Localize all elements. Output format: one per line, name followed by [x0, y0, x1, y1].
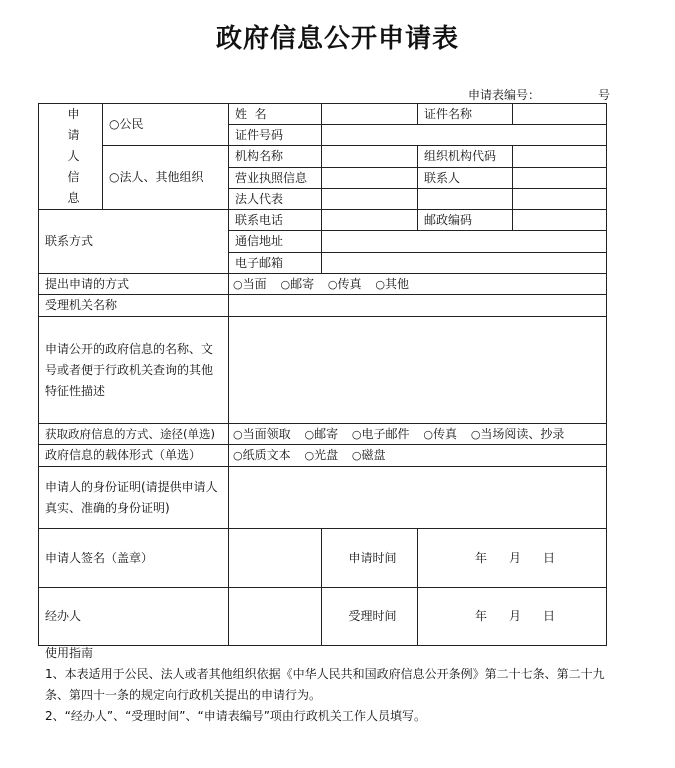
- email-field[interactable]: [322, 253, 607, 274]
- radio-post[interactable]: ○邮寄: [304, 426, 339, 441]
- cert-number-label: 证件号码: [229, 125, 322, 146]
- radio-paper[interactable]: ○纸质文本: [233, 448, 291, 462]
- legal-rep-empty-2: [513, 189, 607, 210]
- contact-person-field[interactable]: [513, 168, 607, 189]
- phone-field[interactable]: [322, 210, 418, 231]
- cert-name-field[interactable]: [513, 104, 607, 125]
- radio-other[interactable]: ○其他: [375, 276, 409, 291]
- submit-method-label: 提出申请的方式: [39, 274, 229, 295]
- radio-email[interactable]: ○电子邮件: [351, 426, 410, 441]
- carrier-label: 政府信息的载体形式（单选）: [39, 445, 229, 467]
- license-field[interactable]: [322, 168, 418, 189]
- radio-cd[interactable]: ○光盘: [304, 448, 339, 462]
- org-code-label: 组织机构代码: [418, 146, 513, 168]
- radio-fax[interactable]: ○传真: [327, 276, 362, 291]
- guide-title: 使用指南: [45, 646, 94, 660]
- apply-date-field[interactable]: 年 月 日: [418, 529, 607, 588]
- agency-label: 受理机关名称: [39, 295, 229, 317]
- org-name-field[interactable]: [322, 146, 418, 168]
- form-number: [468, 86, 611, 103]
- accept-date-field[interactable]: 年 月 日: [418, 588, 607, 646]
- submit-method-options: [229, 274, 607, 295]
- id-proof-field[interactable]: [229, 467, 607, 529]
- radio-pickup[interactable]: ○当面领取: [233, 426, 291, 441]
- org-name-label: 机构名称: [229, 146, 322, 168]
- contact-label: 联系方式: [39, 210, 229, 274]
- cert-number-field[interactable]: [322, 125, 607, 146]
- signature-field[interactable]: [229, 529, 322, 588]
- guide-item-1: 1、本表适用于公民、法人或者其他组织依据《中华人民共和国政府信息公开条例》第二十七条、第二十九条、第四十一条的规定向行政机关提出的申请行为。: [45, 667, 605, 702]
- legal-rep-field[interactable]: [322, 189, 418, 210]
- accept-time-label: 受理时间: [322, 588, 418, 646]
- agency-field[interactable]: [229, 295, 607, 317]
- form-number-suffix: 号: [598, 88, 611, 102]
- radio-in-person[interactable]: ○当面: [233, 276, 267, 291]
- postcode-label: 邮政编码: [418, 210, 513, 231]
- legal-rep-label: 法人代表: [229, 189, 322, 210]
- radio-citizen[interactable]: ○公民: [103, 104, 229, 146]
- radio-organization[interactable]: ○法人、其他组织: [103, 146, 229, 210]
- apply-time-label: 申请时间: [322, 529, 418, 588]
- license-label: 营业执照信息: [229, 168, 322, 189]
- radio-fax-acquire[interactable]: ○传真: [423, 426, 457, 441]
- name-label: 姓 名: [229, 104, 322, 125]
- signature-label: 申请人签名（盖章）: [39, 529, 229, 588]
- phone-label: 联系电话: [229, 210, 322, 231]
- radio-mail[interactable]: ○邮寄: [280, 276, 315, 291]
- address-field[interactable]: [322, 231, 607, 253]
- legal-rep-empty: [418, 189, 513, 210]
- applicant-info-label: 申 请 人 信 息: [39, 104, 103, 210]
- radio-disk[interactable]: ○磁盘: [351, 448, 386, 462]
- cert-name-label: 证件名称: [418, 104, 513, 125]
- page-title: 政府信息公开申请表: [215, 24, 459, 54]
- id-proof-label: 申请人的身份证明(请提供申请人真实、准确的身份证明): [39, 467, 229, 529]
- handler-label: 经办人: [39, 588, 229, 646]
- application-table: [38, 103, 607, 646]
- description-field[interactable]: [229, 317, 607, 424]
- usage-guide: [45, 643, 625, 727]
- acquire-method-options: [229, 424, 607, 445]
- radio-read-onsite[interactable]: ○当场阅读、抄录: [470, 426, 565, 441]
- contact-person-label: 联系人: [418, 168, 513, 189]
- description-label: 申请公开的政府信息的名称、文号或者便于行政机关查询的其他特征性描述: [39, 317, 229, 424]
- address-label: 通信地址: [229, 231, 322, 253]
- name-field[interactable]: [322, 104, 418, 125]
- carrier-options: [229, 445, 607, 467]
- handler-field[interactable]: [229, 588, 322, 646]
- postcode-field[interactable]: [513, 210, 607, 231]
- guide-item-2: 2、“经办人”、“受理时间”、“申请表编号”项由行政机关工作人员填写。: [45, 709, 426, 723]
- org-code-field[interactable]: [513, 146, 607, 168]
- email-label: 电子邮箱: [229, 253, 322, 274]
- acquire-method-label: 获取政府信息的方式、途径(单选): [39, 424, 229, 445]
- form-number-label: 申请表编号：: [468, 88, 541, 102]
